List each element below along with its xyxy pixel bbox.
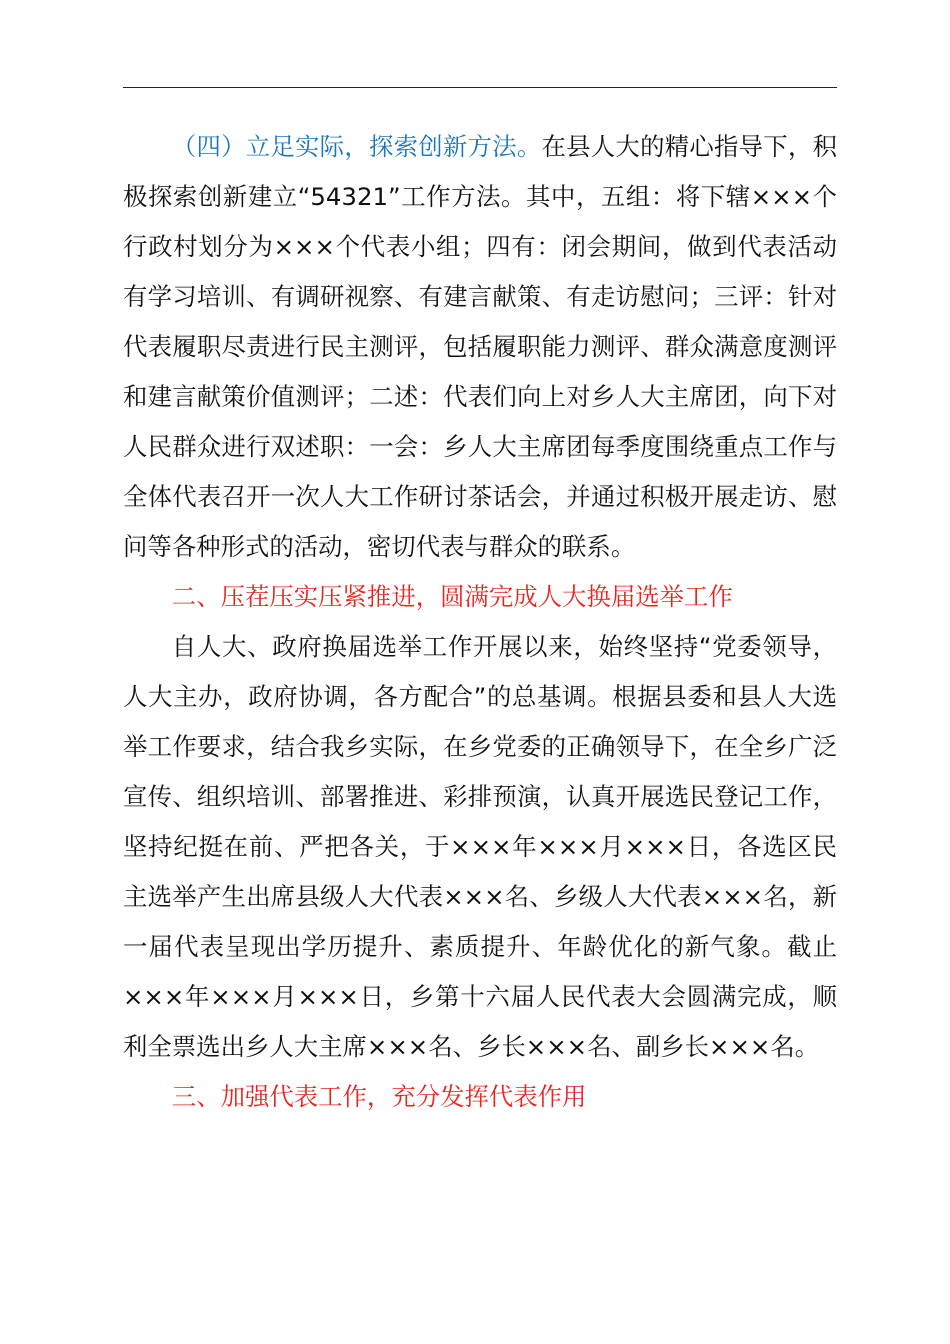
section-heading-two: 二、压茬压实压紧推进，圆满完成人大换届选举工作: [171, 582, 733, 611]
header-rule: [123, 87, 837, 88]
section-heading-three: 三、加强代表工作，充分发挥代表作用: [171, 1082, 587, 1111]
document-body: [123, 122, 837, 1122]
paragraph-method-text: 在县人大的精心指导下，积极探索创新建立“54321”工作方法。其中，五组：将下辖×××个行政村划分为×××个代表小组；四有：闭会期间，做到代表活动有学习培训、有调研视察、有建言献策、有走访慰问；三评：针对代表履职尽责进行民主测评，包括履职能力测评、群众满意度测评和建言献策价值测评；二述：代表们向上对乡人大主席团，向下对人民群众进行双述职：一会：乡人大主席团每季度围绕重点工作与全体代表召开一次人大工作研讨茶话会，并通过积极开展走访、慰问等各种形式的活动，密切代表与群众的联系。: [123, 132, 837, 561]
paragraph-method: [123, 122, 837, 572]
paragraph-election: 自人大、政府换届选举工作开展以来，始终坚持“党委领导，人大主办，政府协调，各方配合”的总基调。根据县委和县人大选举工作要求，结合我乡实际，在乡党委的正确领导下，在全乡广泛宣传、组织培训、部署推进、彩排预演，认真开展选民登记工作，坚持纪挺在前、严把各关，于×××年×××月×××日，各选区民主选举产生出席县级人大代表×××名、乡级人大代表×××名，新一届代表呈现出学历提升、素质提升、年龄优化的新气象。截止×××年×××月×××日，乡第十六届人民代表大会圆满完成，顺利全票选出乡人大主席×××名、乡长×××名、副乡长×××名。: [123, 632, 837, 1061]
subheading-four: （四）立足实际，探索创新方法。: [171, 132, 542, 161]
